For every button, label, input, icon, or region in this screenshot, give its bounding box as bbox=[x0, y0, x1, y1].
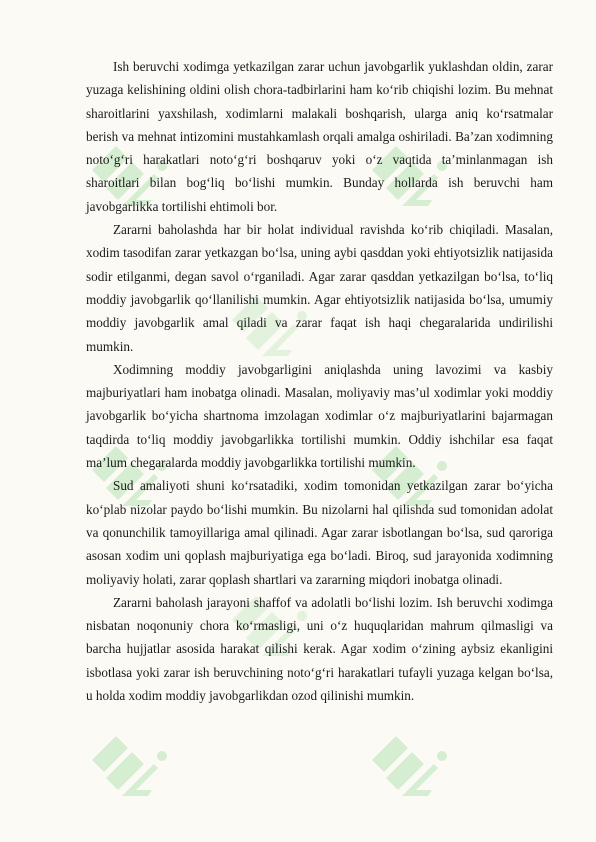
paragraph-3: Xodimning moddiy javobgarligini aniqlashda uning lavozimi va kasbiy majburiyatlari ham inobatga olinadi. Masalan, moliyaviy masʼul xodimlar yoki moddiy javobgarlik boʻyicha shartnoma imzolagan xodimlar oʻz majburiyatlarini bajarmagan taqdirda toʻliq moddiy javobgarlikka tortilishi mumkin. Oddiy ishchilar esa faqat maʼlum chegaralarda moddiy javobgarlikka tortilishi mumkin. bbox=[86, 361, 553, 471]
paragraph-4: Sud amaliyoti shuni koʻrsatadiki, xodim tomonidan yetkazilgan zarar boʻyicha koʻplab nizolar paydo boʻlishi mumkin. Bu nizolarni hal qilishda sud tomonidan adolat va qonunchilik tamoyillariga amal qilinadi. Agar zarar isbotlangan boʻlsa, sud qaroriga asosan xodim uni qoplash majburiyatiga ega boʻladi. Biroq, sud jarayonida xodimning moliyaviy holati, zarar qoplash shartlari va zararning miqdori inobatga olinadi. bbox=[86, 478, 553, 587]
document-body bbox=[86, 55, 553, 707]
paragraph-1: Ish beruvchi xodimga yetkazilgan zarar uchun javobgarlik yuklashdan oldin, zarar yuzaga kelishining oldini olish chora-tadbirlarini ham koʻrib chiqishi lozim. Bu mehnat sharoitlarini yaxshilash, xodimlarni malakali boshqarish, ularga aniq koʻrsatmalar berish va mehnat intizomini mustahkamlash orqali amalga oshiriladi. Baʼzan xodimning notoʻgʻri harakatlari notoʻgʻri boshqaruv yoki oʻz vaqtida taʼminlanmagan ish sharoitlari bilan bogʻliq boʻlishi mumkin. Bunday hollarda ish beruvchi ham javobgarlikka tortilishi ehtimoli bor. bbox=[86, 59, 553, 214]
paragraph-2: Zararni baholashda har bir holat individual ravishda koʻrib chiqiladi. Masalan, xodim tasodifan zarar yetkazgan boʻlsa, uning aybi qasddan yoki ehtiyotsizlik natijasida sodir etilganmi, degan savol oʻrganiladi. Agar zarar qasddan yetkazilgan boʻlsa, toʻliq moddiy javobgarlik qoʻllanilishi mumkin. Agar ehtiyotsizlik natijasida boʻlsa, umumiy moddiy javobgarlik amal qiladi va zarar faqat ish haqi chegaralarida undirilishi mumkin. bbox=[86, 222, 553, 354]
stylized-f-watermark-icon bbox=[372, 736, 447, 796]
stylized-f-watermark-icon bbox=[92, 736, 167, 796]
paragraph-5: Zararni baholash jarayoni shaffof va adolatli boʻlishi lozim. Ish beruvchi xodimga nisbatan noqonuniy chora koʻrmasligi, uni oʻz huquqlaridan mahrum qilmasligi va barcha hujjatlar asosida harakat qilishi kerak. Agar xodim oʻzining aybsiz ekanligini isbotlasa yoki zarar ish beruvchining notoʻgʻri harakatlari tufayli yuzaga kelgan boʻlsa, u holda xodim moddiy javobgarlikdan ozod qilinishi mumkin. bbox=[86, 594, 553, 704]
